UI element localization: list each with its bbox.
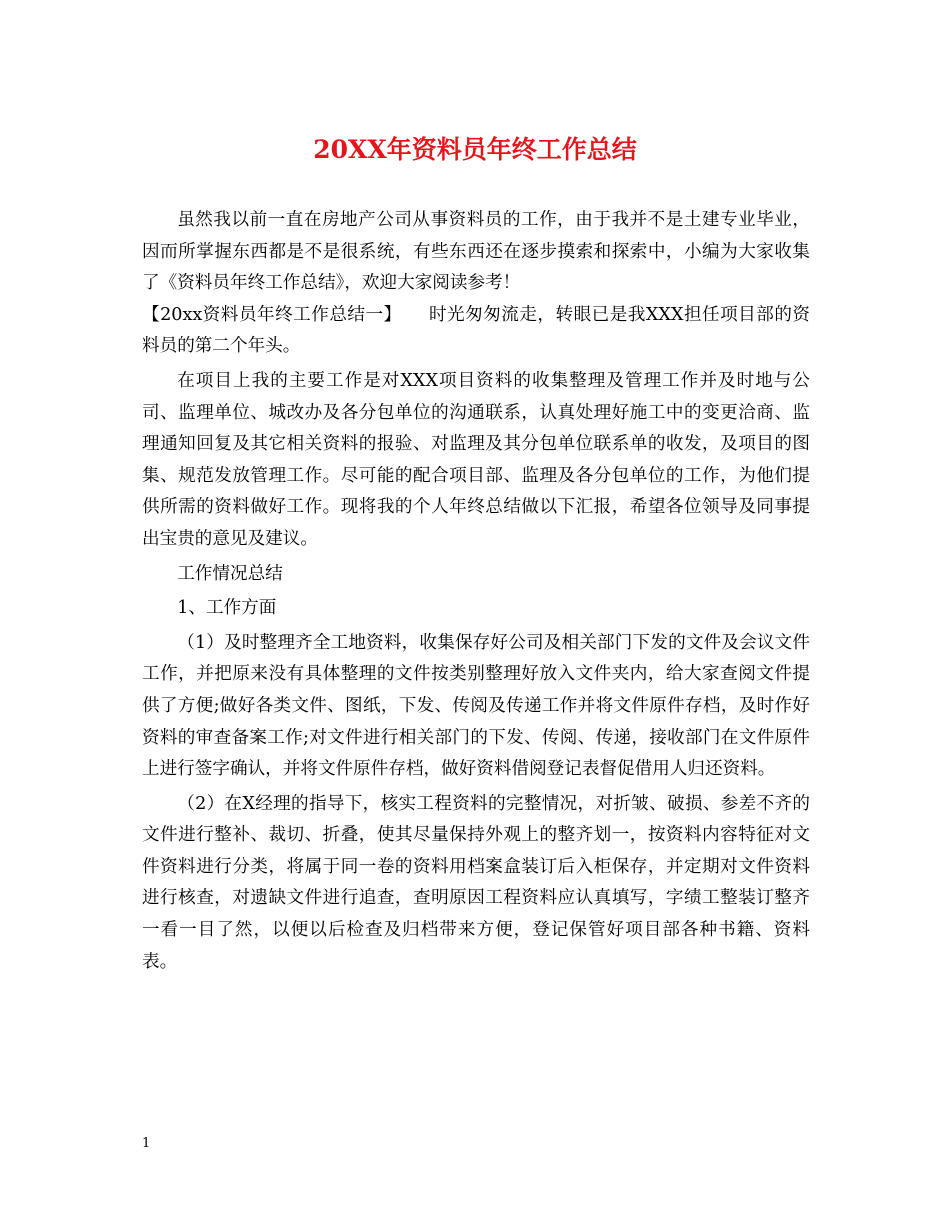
paragraph-main-duties: 在项目上我的主要工作是对XXX项目资料的收集整理及管理工作并及时地与公司、监理单位、城改办及各分包单位的沟通联系，认真处理好施工中的变更洽商、监理通知回复及其它相关资料的报验、对监理及其分包单位联系单的收发，及项目的图集、规范发放管理工作。尽可能的配合项目部、监理及各分包单位的工作，为他们提供所需的资料做好工作。现将我的个人年终总结做以下汇报，希望各位领导及同事提出宝贵的意见及建议。 — [142, 370, 810, 549]
paragraph-section-heading: 【20xx资料员年终工作总结一】 时光匆匆流走，转眼已是我XXX担任项目部的资料员的第二个年头。 — [142, 304, 810, 357]
document-title: 20XX年资料员年终工作总结 — [313, 135, 637, 164]
paragraph-intro: 虽然我以前一直在房地产公司从事资料员的工作，由于我并不是土建专业毕业，因而所掌握东西都是不是很系统，有些东西还在逐步摸索和探索中，小编为大家收集了《资料员年终工作总结》，欢迎大家阅读参考！ — [142, 210, 810, 294]
page-number: 1 — [142, 1136, 151, 1151]
paragraph-summary-heading: 工作情况总结 — [177, 563, 283, 584]
paragraph-work-aspect-heading: 1、工作方面 — [177, 598, 277, 619]
paragraph-item-2: （2）在X经理的指导下，核实工程资料的完整情况，对折皱、破损、参差不齐的文件进行整补、裁切、折叠，使其尽量保持外观上的整齐划一，按资料内容特征对文件资料进行分类，将属于同一卷的资料用档案盒装订后入柜保存，并定期对文件资料进行核查，对遗缺文件进行追查，查明原因工程资料应认真填写，字绩工整装订整齐一看一目了然，以便以后检查及归档带来方便，登记保管好项目部各种书籍、资料表。 — [142, 793, 810, 972]
document-body — [142, 205, 810, 978]
paragraph-item-1: （1）及时整理齐全工地资料，收集保存好公司及相关部门下发的文件及会议文件工作，并把原来没有具体整理的文件按类别整理好放入文件夹内，给大家查阅文件提供了方便;做好各类文件、图纸，下发、传阅及传递工作并将文件原件存档，及时作好资料的审查备案工作;对文件进行相关部门的下发、传阅、传递，接收部门在文件原件上进行签字确认，并将文件原件存档，做好资料借阅登记表督促借用人归还资料。 — [142, 632, 810, 780]
